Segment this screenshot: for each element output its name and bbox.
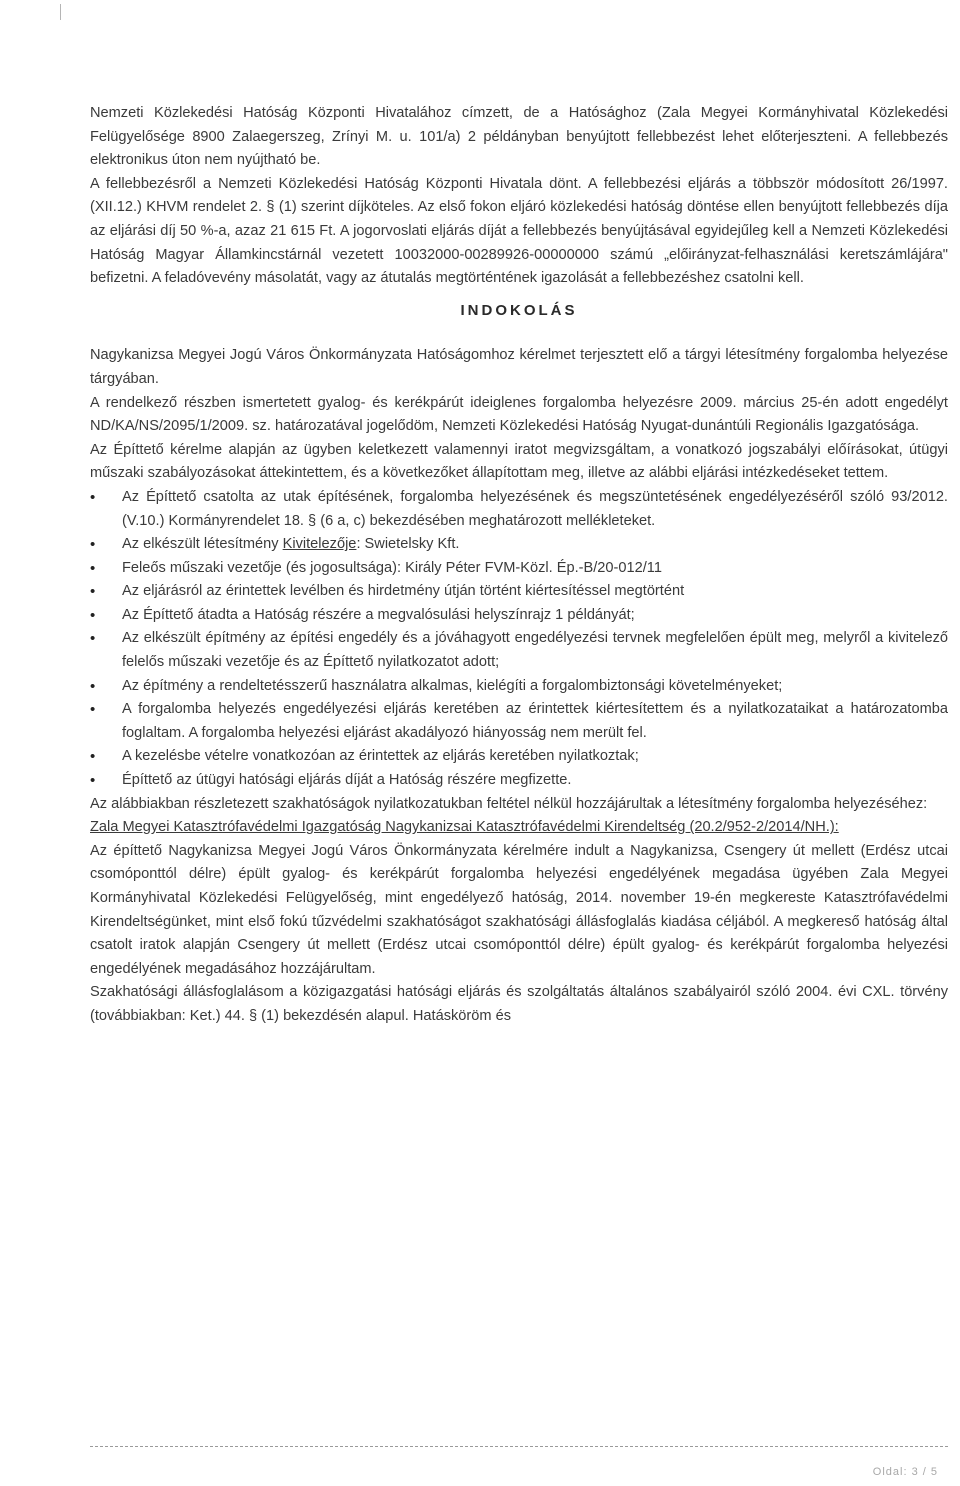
appeal-paragraph: Nemzeti Közlekedési Hatóság Központi Hivatalához címzett, de a Hatósághoz (Zala Megyei Kormányhivatal Közlekedési Felügyelősége 8900 Zalaegerszeg, Zrínyi M. u. 101/a) 2 példányban benyújtott fellebbezést lehet előterjeszteni. A fellebbezés elektronikus úton nem nyújtható be.: [90, 105, 948, 169]
appeal-fee-paragraph: A fellebbezésről a Nemzeti Közlekedési Hatóság Központi Hivatala dönt. A fellebbezési eljárás a többször módosított 26/1997. (XII.12.) KHVM rendelet 2. § (1) szerint díjköteles. Az első fokon eljáró közlekedési hatóság döntése ellen benyújtott fellebbezés díja az eljárási díj 50 %-a, azaz 21 615 Ft. A jogorvoslati eljárás díját a fellebbezés benyújtásával egyidejűleg kell a Nemzeti Közlekedési Hatóság Magyar Államkincstárnál vezetett 10032000-00289926-00000000 számú „előirányzat-felhasználási keretszámlájára" befizetni. A feladóvevény másolatát, vagy az átutalás megtörténtének igazolását a fellebbezéshez csatolni kell.: [90, 175, 948, 287]
document-body: [90, 102, 948, 1029]
footer-divider: [90, 1446, 948, 1447]
scan-mark: [60, 4, 69, 20]
review-paragraph: Az Építtető kérelme alapján az ügyben keletkezett valamennyi iratot megvizsgáltam, a vonatkozó jogszabályi előírásokat, útügyi műszaki szabályozásokat áttekintettem, és a következőket állapítottam meg, illetve az alábbi eljárási intézkedéseket tettem.: [90, 441, 948, 482]
list-item: • Az Építtető csatolta az utak építésének, forgalomba helyezésének és megszüntetésének engedélyezéséről szóló 93/2012. (V.10.) Kormányrendelet 18. § (6 a, c) bekezdésében meghatározott mellékleteket.: [90, 486, 948, 533]
contractor-name: : Swietelsky Kft.: [356, 536, 460, 553]
list-item: • A forgalomba helyezés engedélyezési eljárás keretében az érintettek kiértesítettem és a nyilatkozataikat a határozatomba foglaltam. A forgalomba helyezési eljárást akadályozó hiányosság nem merült fel.: [90, 698, 948, 745]
list-item: • Feleős műszaki vezetője (és jogosultsága): Király Péter FVM-Közl. Ép.-B/20-012/11: [90, 557, 948, 581]
list-item: • A kezelésbe vételre vonatkozóan az érintettek az eljárás keretében nyilatkoztak;: [90, 745, 948, 769]
list-item: • Az eljárásról az érintettek levélben és hirdetmény útján történt kiértesítéssel megtörtént: [90, 580, 948, 604]
page-number: Oldal: 3 / 5: [872, 1466, 938, 1478]
list-item: • Az Építtető átadta a Hatóság részére a megvalósulási helyszínrajz 1 példányát;: [90, 604, 948, 628]
authority-paragraph: Az építtető Nagykanizsa Megyei Jogú Város Önkormányzata kérelmére indult a Nagykanizsa, Csengery út mellett (Erdész utcai csomóponttól délre) épült gyalog- és kerékpárút forgalomba helyezési engedélyének megadása ügyében Zala Megyei Kormányhivatal Közlekedési Felügyelőség, mint engedélyező hatóság, 2014. november 19-én megkereste Katasztrófavédelmi Kirendeltségünket, mint első fokú tűzvédelmi szakhatóságot szakhatósági állásfoglalás kiadása céljából. A megkereső hatóság által csatolt iratok alapján Csengery út mellett (Erdész utcai csomóponttól délre) épült gyalog- és kerékpárút forgalomba helyezési engedélyének megadásához hozzájárultam.: [90, 842, 948, 977]
section-heading: INDOKOLÁS: [460, 301, 578, 319]
authority-heading: Zala Megyei Katasztrófavédelmi Igazgatóság Nagykanizsai Katasztrófavédelmi Kirendeltség (20.2/952-2/2014/NH.):: [90, 819, 839, 836]
request-paragraph: Nagykanizsa Megyei Jogú Város Önkormányzata Hatóságomhoz kérelmet terjesztett elő a tárgyi létesítmény forgalomba helyezése tárgyában.: [90, 347, 948, 387]
findings-list: [90, 486, 948, 793]
contractor-label: Kivitelezője: [282, 536, 357, 553]
list-item: • Az elkészült építmény az építési engedély és a jóváhagyott engedélyezési tervnek megfelelően épült meg, melyről a kivitelező felelős műszaki vezetője és az Építtető nyilatkozatot adott;: [90, 627, 948, 674]
prior-permit-paragraph: A rendelkező részben ismertetett gyalog- és kerékpárút ideiglenes forgalomba helyezésre 2009. március 25-én adott engedélyt ND/KA/NS/2095/1/2009. sz. határozatával jogelődöm, Nemzeti Közlekedési Hatóság Nyugat-dunántúli Regionális Igazgatósága.: [90, 394, 948, 435]
list-item: • Az építmény a rendeltetésszerű használatra alkalmas, kielégíti a forgalombiztonsági követelményeket;: [90, 675, 948, 699]
list-item: [90, 533, 948, 557]
list-item: • Építtető az útügyi hatósági eljárás díját a Hatóság részére megfizette.: [90, 769, 948, 793]
authorities-intro: Az alábbiakban részletezett szakhatóságok nyilatkozatukban feltétel nélkül hozzájárultak a létesítmény forgalomba helyezéséhez:: [90, 795, 928, 812]
contractor-prefix: Az elkészült létesítmény: [122, 536, 283, 553]
legal-basis-paragraph: Szakhatósági állásfoglalásom a közigazgatási hatósági eljárás és szolgáltatás általános szabályairól szóló 2004. évi CXL. törvény (továbbiakban: Ket.) 44. § (1) bekezdésén alapul. Hatásköröm és: [90, 984, 948, 1024]
